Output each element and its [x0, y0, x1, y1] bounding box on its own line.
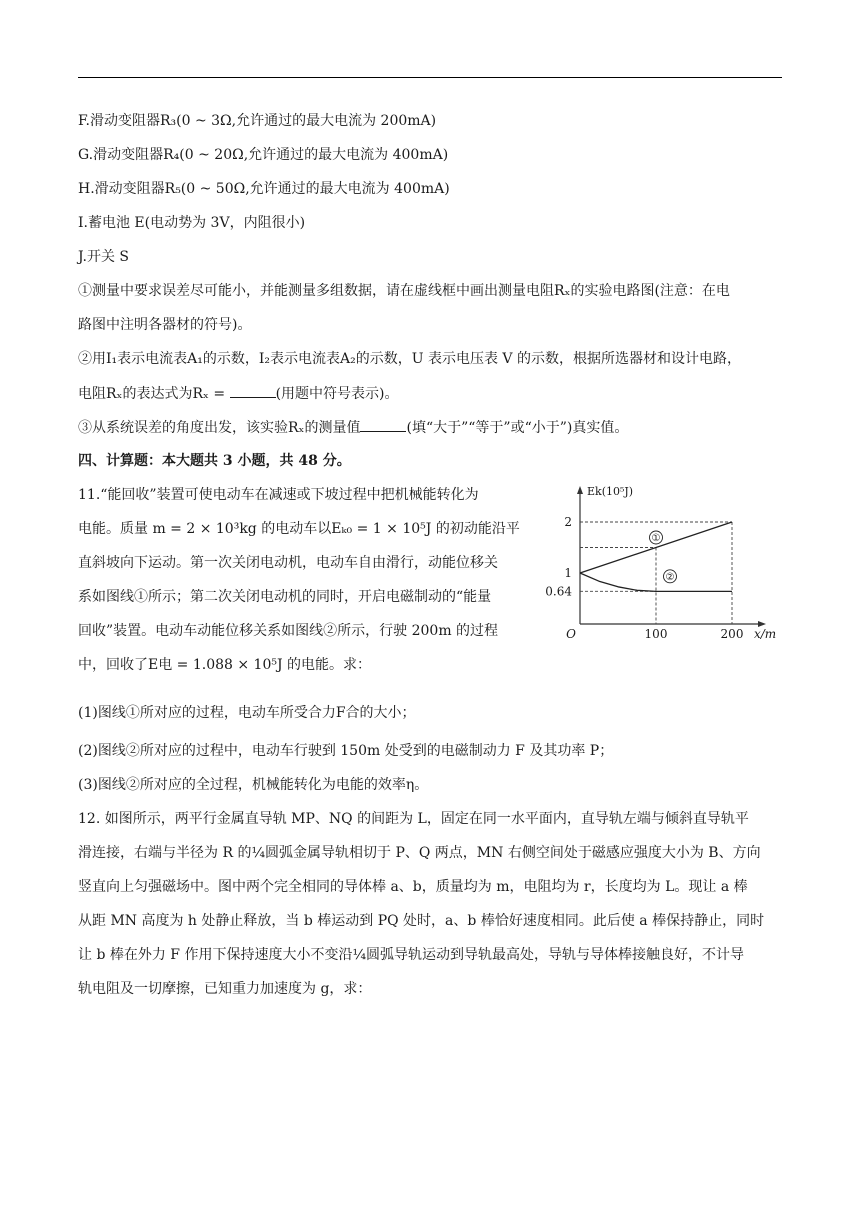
problem-11-line-4: 系如图线①所示；第二次关闭电动机的同时，开启电磁制动的“能量 [78, 589, 492, 605]
option-g: G.滑动变阻器R₄(0 ~ 20Ω,允许通过的最大电流为 400mA) [78, 147, 449, 163]
header-rule [78, 77, 782, 78]
y-axis-label: Ek(10⁵J) [587, 485, 634, 498]
problem-12-line-2: 滑连接，右端与半径为 R 的¼圆弧金属导轨相切于 P、Q 两点，MN 右侧空间处于磁感应强度大小为 B、方向 [78, 845, 761, 861]
problem-11-line-2: 电能。质量 m = 2 × 10³kg 的电动车以Eₖ₀ = 1 × 10⁵J 的初动能沿平 [78, 521, 520, 537]
kinetic-energy-graph [538, 478, 784, 640]
problem-11-line-5: 回收”装置。电动车动能位移关系如图线②所示，行驶 200m 的过程 [78, 623, 499, 639]
problem-12-line-1: 12. 如图所示，两平行金属直导轨 MP、NQ 的间距为 L，固定在同一水平面内，直导轨左端与倾斜直导轨平 [78, 811, 749, 827]
problem-12-line-3: 竖直向上匀强磁场中。图中两个完全相同的导体棒 a、b，质量均为 m，电阻均为 r，长度均为 L。现让 a 棒 [78, 879, 748, 895]
sub-question-3: (3)图线②所对应的全过程，机械能转化为电能的效率η。 [78, 777, 429, 793]
problem-11-line-3: 直斜坡向下运动。第一次关闭电动机，电动车自由滑行，动能位移关 [78, 555, 498, 571]
x-tick-label: 100 [644, 627, 668, 640]
problem-11-line-1: 11.“能回收”装置可使电动车在减速或下坡过程中把机械能转化为 [78, 487, 479, 503]
y-tick-label: 0.64 [545, 584, 572, 599]
question-3-line [78, 417, 782, 438]
graph-axes [577, 486, 766, 627]
question-3-prefix: ③从系统误差的角度出发，该实验Rₓ的测量值 [78, 420, 361, 436]
option-i: I.蓄电池 E(电动势为 3V，内阻很小) [78, 215, 306, 231]
sub-question-2: (2)图线②所对应的过程中，电动车行驶到 150m 处受到的电磁制动力 F 及其功率 P； [78, 743, 614, 759]
answer-blank [360, 417, 406, 432]
option-f: F.滑动变阻器R₃(0 ~ 3Ω,允许通过的最大电流为 200mA) [78, 113, 437, 129]
question-2-suffix: (用题中符号表示)。 [275, 386, 399, 402]
option-h: H.滑动变阻器R₅(0 ~ 50Ω,允许通过的最大电流为 400mA) [78, 181, 450, 197]
question-2-line-1: ②用I₁表示电流表A₁的示数，I₂表示电流表A₂的示数，U 表示电压表 V 的示数，根据所选器材和设计电路， [78, 351, 741, 367]
origin-label: O [566, 627, 576, 640]
series-1-label: ① [651, 533, 661, 544]
y-tick-label: 1 [564, 566, 572, 580]
question-2-prefix: 电阻Rₓ的表达式为Rₓ = [78, 386, 230, 402]
problem-12-line-4: 从距 MN 高度为 h 处静止释放，当 b 棒运动到 PQ 处时，a、b 棒恰好速度相同。此后使 a 棒保持静止，同时 [78, 913, 765, 929]
answer-blank [230, 383, 276, 398]
option-j: J.开关 S [78, 249, 130, 265]
y-axis-arrow [577, 486, 583, 494]
y-tick-label: 2 [564, 515, 572, 529]
problem-12-line-6: 轨电阻及一切摩擦，已知重力加速度为 g，求： [78, 981, 372, 997]
section-heading: 四、计算题：本大题共 3 小题，共 48 分。 [78, 453, 351, 469]
sub-question-1: (1)图线①所对应的过程，电动车所受合力F合的大小； [78, 705, 416, 721]
question-2-line-2 [78, 383, 782, 404]
question-1-line-1: ①测量中要求误差尽可能小，并能测量多组数据，请在虚线框中画出测量电阻Rₓ的实验电路图(注意：在电 [78, 283, 730, 299]
problem-11-line-6: 中，回收了E电 = 1.088 × 10⁵J 的电能。求： [78, 657, 372, 673]
x-tick-label: 200 [720, 627, 744, 640]
x-axis-label: x/m [754, 627, 777, 640]
problem-12-line-5: 让 b 棒在外力 F 作用下保持速度大小不变沿¼圆弧导轨运动到导轨最高处，导轨与导体棒接触良好，不计导 [78, 947, 745, 963]
question-3-suffix: (填“大于”“等于”或“小于”)真实值。 [406, 420, 629, 436]
question-1-line-2: 路图中注明各器材的符号)。 [78, 317, 252, 333]
series-2-label: ② [665, 571, 675, 583]
